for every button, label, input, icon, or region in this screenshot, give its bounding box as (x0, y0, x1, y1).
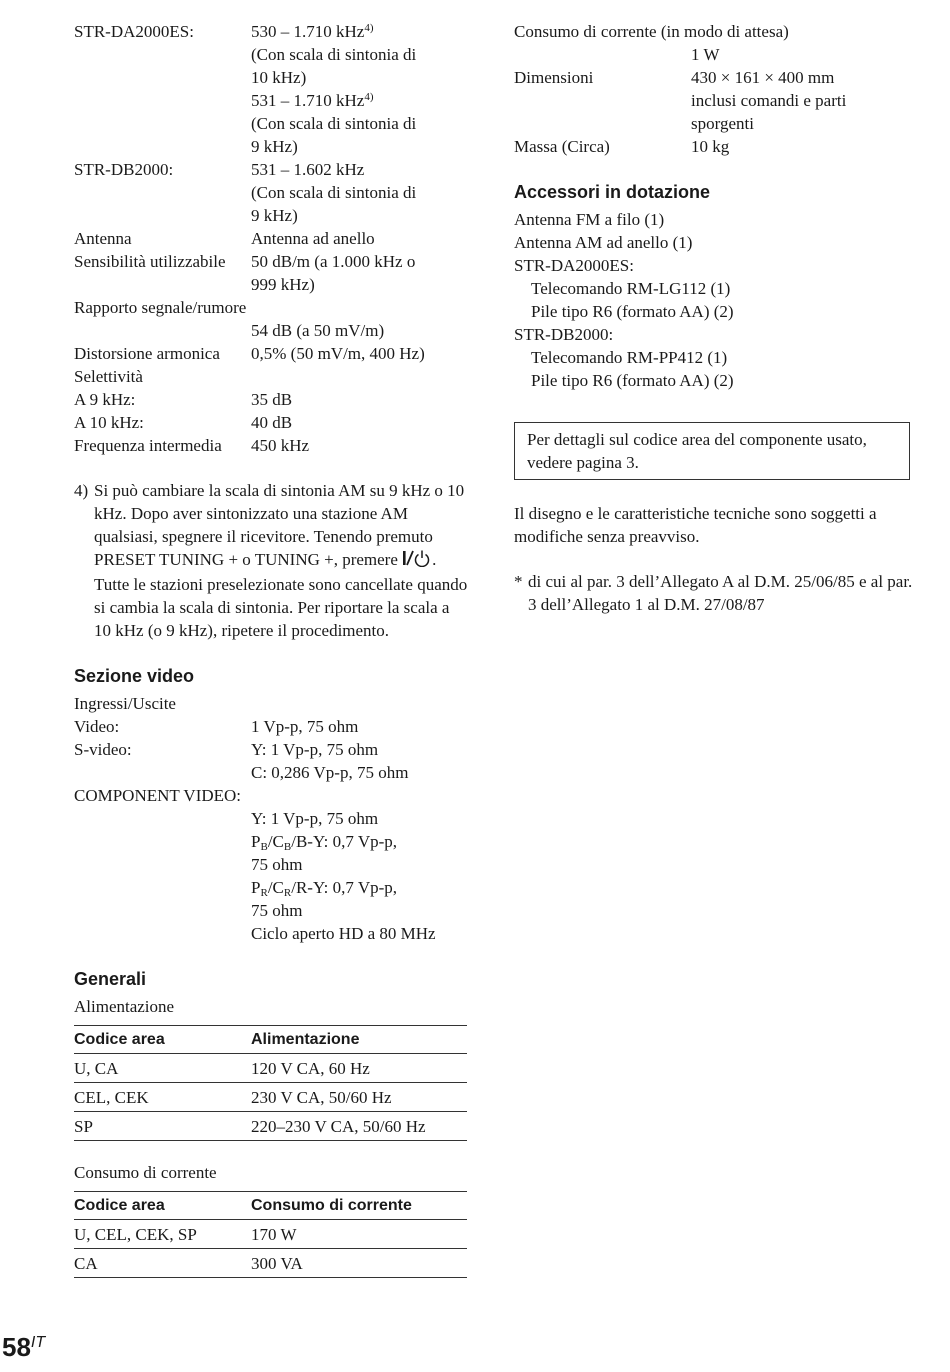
range-line: 9 kHz) (251, 206, 298, 225)
spec-value (251, 738, 470, 784)
list-item: Antenna FM a filo (1) (514, 210, 665, 229)
table-cell: 120 V CA, 60 Hz (251, 1054, 467, 1083)
left-column (74, 20, 470, 1278)
range-line: 531 – 1.602 kHz (251, 160, 365, 179)
list-item: Antenna AM ad anello (1) (514, 233, 693, 252)
list-item: Pile tipo R6 (formato AA) (2) (531, 371, 734, 390)
spec-value (251, 158, 470, 227)
list-item: Telecomando RM-PP412 (1) (531, 348, 728, 367)
section-heading-general: Generali (74, 969, 147, 989)
spec-row-antenna (74, 227, 470, 250)
table-cell: U, CA (74, 1054, 251, 1083)
value-line: 999 kHz) (251, 275, 315, 294)
table-row (74, 1054, 467, 1083)
table-cell: SP (74, 1112, 251, 1141)
section-heading-accessories: Accessori in dotazione (514, 182, 711, 202)
table-row (74, 1220, 467, 1249)
footnote-star (514, 570, 914, 616)
spec-row-dimensions (514, 66, 914, 135)
footnote-text: di cui al par. 3 dell’Allegato A al D.M. 25/06/85 e al par. 3 dell’Allegato 1 al D.M. 27/08/87 (528, 572, 913, 614)
value-line-pr: $P_R/C_R/R-Y$: 0,7 Vp-p, (251, 878, 398, 899)
spec-label: S-video: (74, 740, 132, 759)
spec-label-snr: Rapporto segnale/rumore (74, 298, 247, 317)
value-line: 75 ohm (251, 901, 303, 920)
spec-label: Distorsione armonica (74, 344, 220, 363)
table-cell: U, CEL, CEK, SP (74, 1220, 251, 1249)
spec-value (691, 66, 914, 135)
footnote-ref: 4) (364, 91, 374, 103)
spec-value: 10 kg (691, 137, 730, 156)
table-cell: 230 V CA, 50/60 Hz (251, 1083, 467, 1112)
column-header: Consumo di corrente (251, 1192, 467, 1220)
range-line: 10 kHz) (251, 68, 307, 87)
spec-value: Antenna ad anello (251, 229, 375, 248)
footnote-number: 4) (74, 481, 89, 500)
spec-label: Massa (Circa) (514, 137, 610, 156)
spec-row-video (74, 715, 470, 738)
right-column (514, 20, 914, 616)
value-line: Y: 1 Vp-p, 75 ohm (251, 740, 379, 759)
value-line: sporgenti (691, 114, 754, 133)
column-header: Codice area (74, 1192, 251, 1220)
table-cell: CA (74, 1249, 251, 1278)
footnote-text-part: Si può cambiare la scala di sintonia AM su 9 kHz o 10 kHz. Dopo aver sintonizzato una stazione AM qualsiasi, spegnere il ricevitore. Tenendo premuto PRESET TUNING + o TUNING +, premere (94, 481, 465, 569)
range-line: (Con scala di sintonia di (251, 183, 417, 202)
value-line: 75 ohm (251, 855, 303, 874)
table-cell: CEL, CEK (74, 1083, 251, 1112)
section-heading-video: Sezione video (74, 666, 195, 686)
power-standby-icon (402, 549, 432, 573)
value-line: Ciclo aperto HD a 80 MHz (251, 924, 436, 943)
column-header: Codice area (74, 1026, 251, 1054)
spec-value-snr: 54 dB (a 50 mV/m) (251, 321, 385, 340)
spec-row-sensitivity (74, 250, 470, 296)
value-line: inclusi comandi e parti (691, 91, 847, 110)
spec-label: STR-DB2000: (74, 160, 174, 179)
spec-value: 450 kHz (251, 436, 310, 455)
value-line: C: 0,286 Vp-p, 75 ohm (251, 763, 409, 782)
spec-label: Antenna (74, 229, 132, 248)
table-row (74, 1249, 467, 1278)
table-cell: 220–230 V CA, 50/60 Hz (251, 1112, 467, 1141)
area-code-note-box: Per dettagli sul codice area del componente usato, vedere pagina 3. (514, 422, 910, 480)
spec-label: STR-DA2000ES: (74, 22, 194, 41)
spec-value: 35 dB (251, 390, 293, 409)
spec-label: A 10 kHz: (74, 413, 144, 432)
power-table (74, 1025, 467, 1141)
spec-value (251, 20, 470, 158)
page-number-value: 58 (2, 1332, 31, 1362)
list-item: STR-DA2000ES: (514, 256, 634, 275)
spec-label-component: COMPONENT VIDEO: (74, 786, 242, 805)
value-line: Y: 1 Vp-p, 75 ohm (251, 809, 379, 828)
spec-row-mass (514, 135, 914, 158)
table-row (74, 1083, 467, 1112)
table-cell: 300 VA (251, 1249, 467, 1278)
page-number (2, 1326, 45, 1364)
range-line: 530 – 1.710 kHz (251, 22, 365, 41)
list-item: Pile tipo R6 (formato AA) (2) (531, 302, 734, 321)
table-caption-power: Alimentazione (74, 997, 175, 1016)
table-cell: 170 W (251, 1220, 467, 1249)
spec-label-standby: Consumo di corrente (in modo di attesa) (514, 22, 789, 41)
spec-label: A 9 kHz: (74, 390, 136, 409)
page-language-suffix: IT (30, 1334, 46, 1351)
spec-value: 40 dB (251, 413, 293, 432)
table-caption-consumption: Consumo di corrente (74, 1163, 217, 1182)
column-header: Alimentazione (251, 1026, 467, 1054)
footnote-text (94, 479, 470, 642)
spec-row-da2000es (74, 20, 470, 158)
spec-label: Video: (74, 717, 120, 736)
range-line: (Con scala di sintonia di (251, 114, 417, 133)
spec-row-sel10 (74, 411, 470, 434)
spec-label-io: Ingressi/Uscite (74, 694, 176, 713)
spec-value-standby: 1 W (691, 45, 720, 64)
footnote-mark: * (514, 572, 523, 591)
spec-row-if (74, 434, 470, 457)
consumption-table (74, 1191, 467, 1278)
spec-label-selectivity: Selettività (74, 367, 143, 386)
list-item: STR-DB2000: (514, 325, 614, 344)
range-line: (Con scala di sintonia di (251, 45, 417, 64)
spec-value (251, 250, 470, 296)
spec-row-sel9 (74, 388, 470, 411)
spec-value-component (74, 807, 470, 945)
value-line: 50 dB/m (a 1.000 kHz o (251, 252, 416, 271)
disclaimer-text: Il disegno e le caratteristiche tecniche sono soggetti a modifiche senza preavviso. (514, 504, 877, 546)
accessories-list (514, 208, 914, 392)
table-header-row (74, 1026, 467, 1054)
spec-row-svideo (74, 738, 470, 784)
value-line-pb: $P_B/C_B/B-Y$: 0,7 Vp-p, (251, 832, 398, 853)
list-item: Telecomando RM-LG112 (1) (531, 279, 731, 298)
spec-label: Sensibilità utilizzabile (74, 252, 226, 271)
table-row (74, 1112, 467, 1141)
spec-value: 0,5% (50 mV/m, 400 Hz) (251, 344, 425, 363)
table-header-row (74, 1192, 467, 1220)
range-line: 531 – 1.710 kHz (251, 91, 365, 110)
spec-value: 1 Vp-p, 75 ohm (251, 717, 359, 736)
spec-row-db2000 (74, 158, 470, 227)
value-line: 430 × 161 × 400 mm (691, 68, 835, 87)
footnote-4 (74, 479, 470, 642)
spec-label: Dimensioni (514, 68, 594, 87)
footnote-ref: 4) (364, 22, 374, 34)
spec-row-distortion (74, 342, 470, 365)
footnote-text-part: . Tutte le stazioni preselezionate sono cancellate quando si cambia la scala di sintonia. Per riportare la scala a 10 kHz (o 9 kHz), ripetere il procedimento. (94, 550, 468, 640)
spec-label: Frequenza intermedia (74, 436, 222, 455)
range-line: 9 kHz) (251, 137, 298, 156)
